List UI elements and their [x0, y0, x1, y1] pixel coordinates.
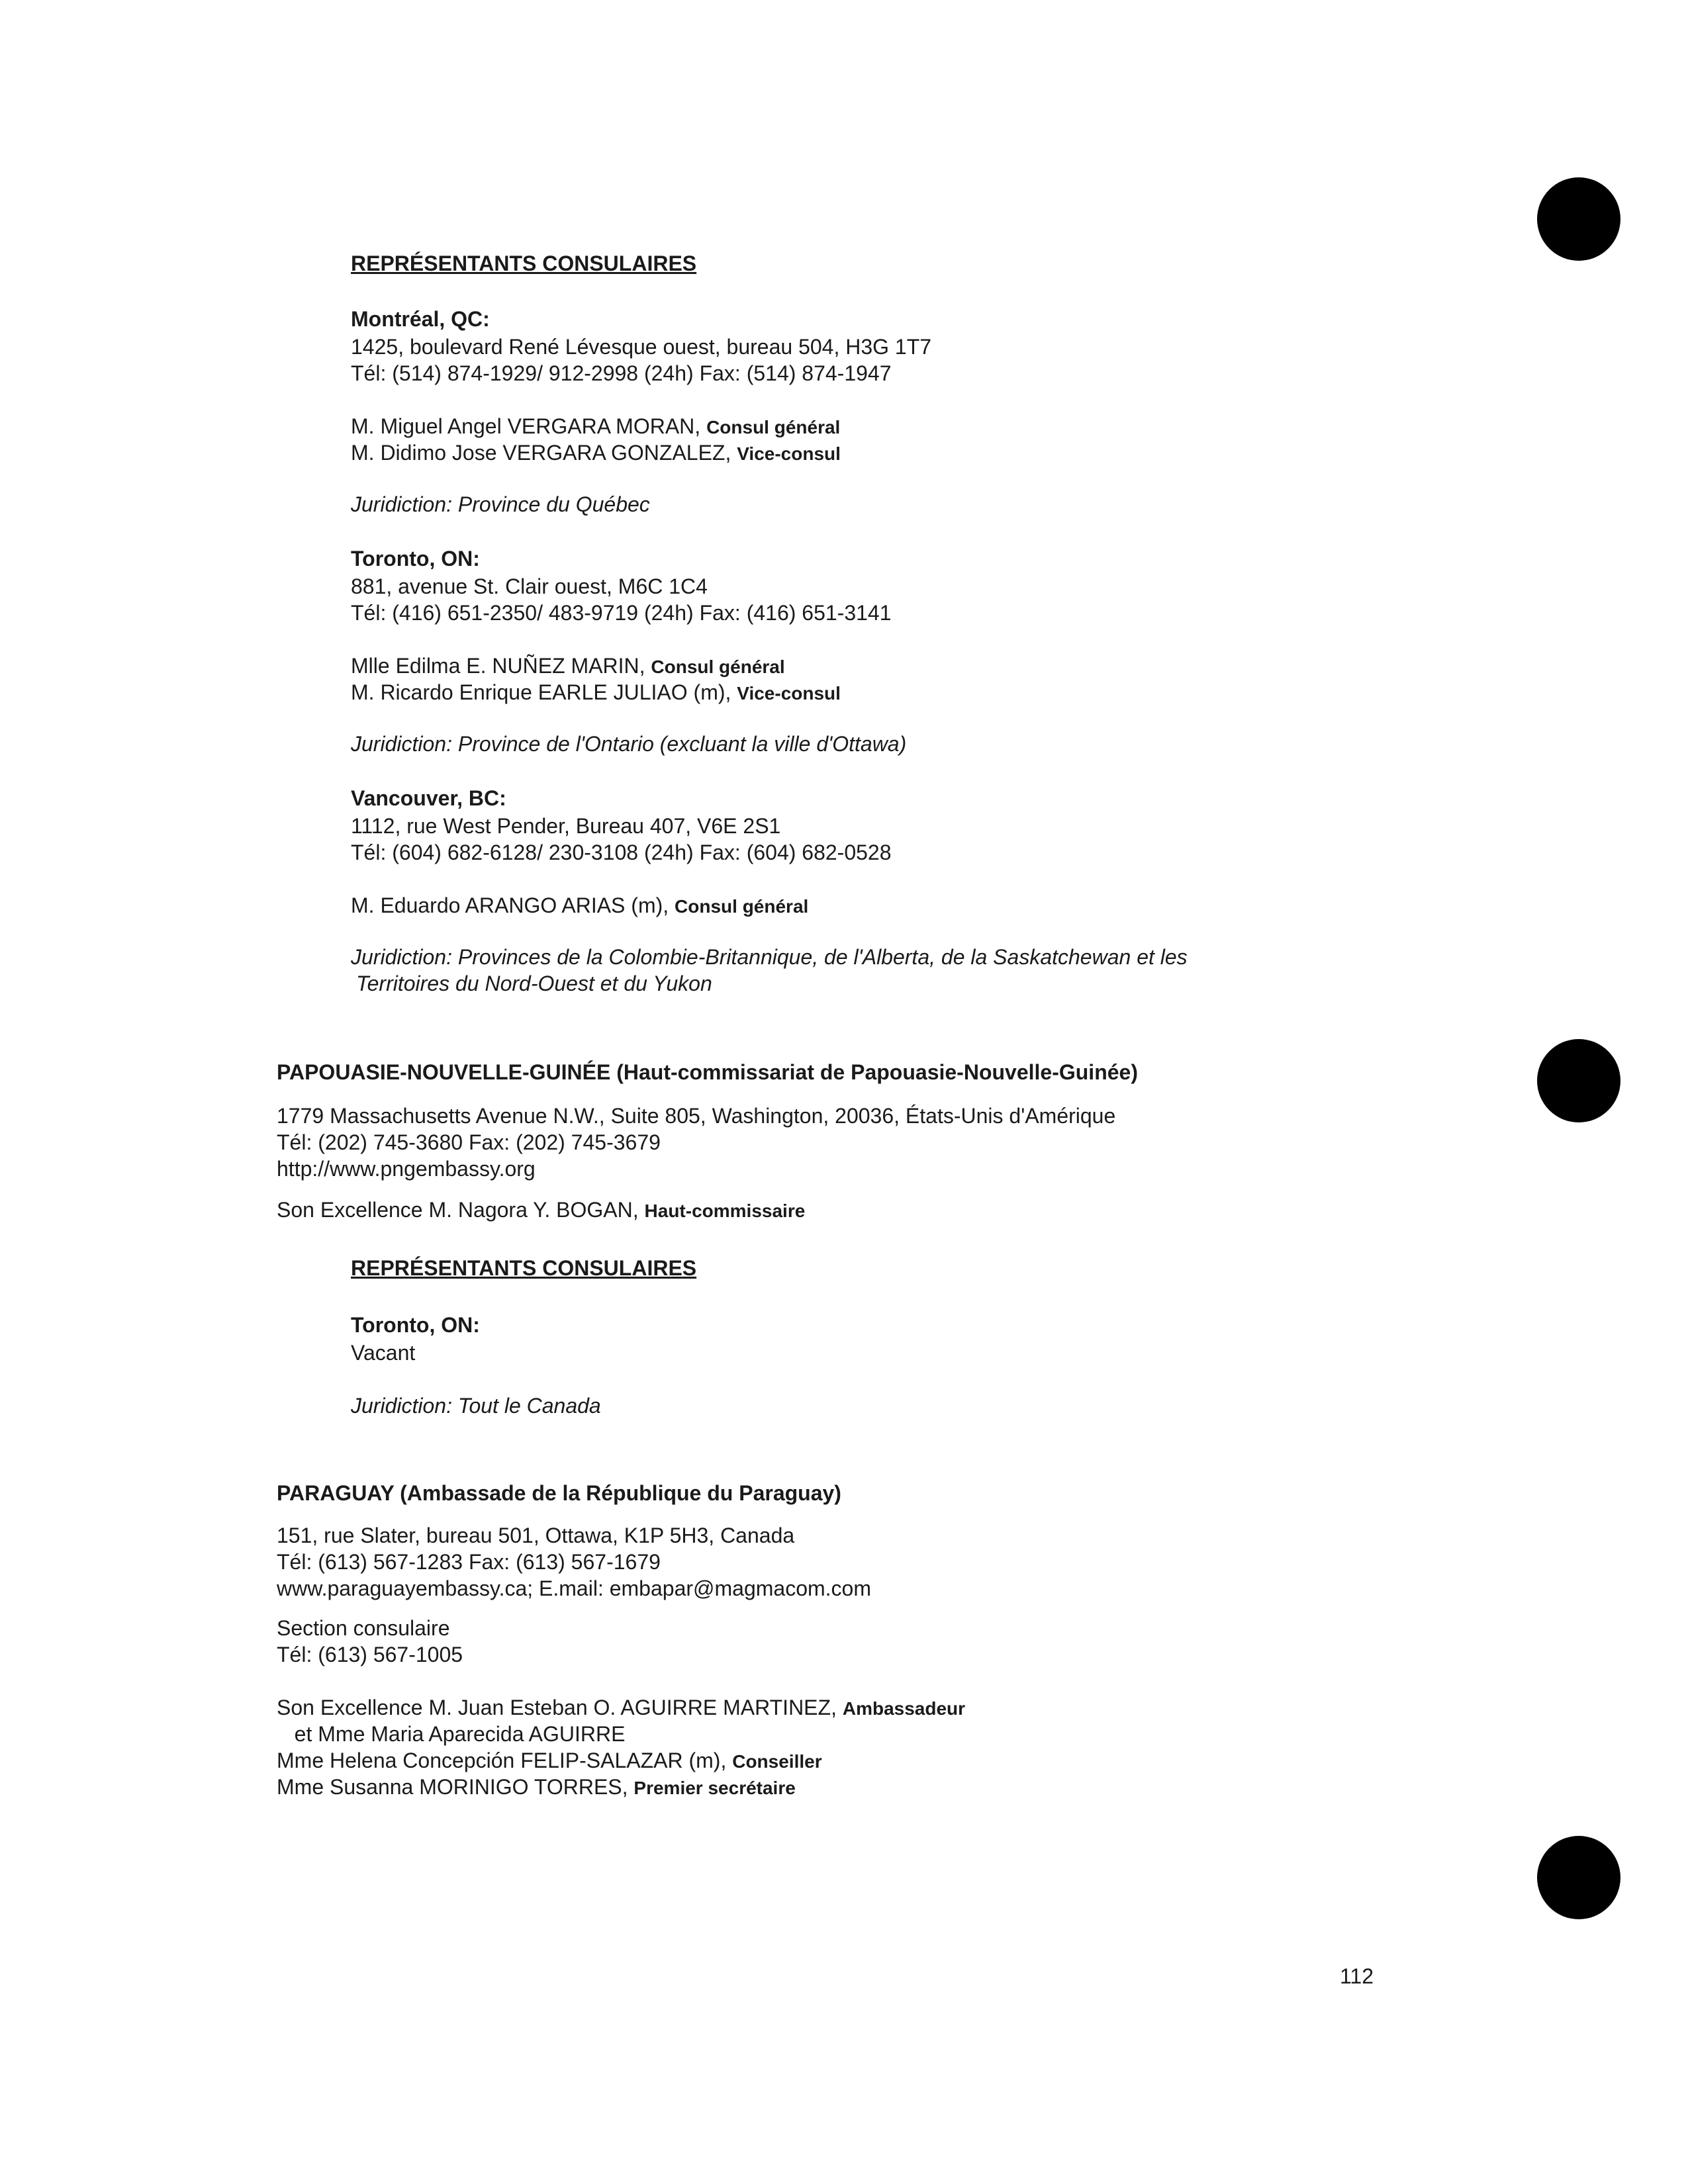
head-of-mission — [277, 1197, 805, 1224]
jurisdiction: Juridiction: Province de l'Ontario (excluant la ville d'Ottawa) — [351, 732, 907, 756]
consulate-status: Vacant — [351, 1341, 416, 1365]
staff-line — [277, 1774, 796, 1801]
country-name: PARAGUAY — [277, 1481, 395, 1505]
country-heading — [277, 1480, 841, 1506]
staff-title: Consul général — [675, 896, 809, 917]
staff-title: Consul général — [706, 417, 841, 437]
staff-title: Consul général — [651, 657, 785, 677]
staff-name: Son Excellence M. Juan Esteban O. AGUIRRE MARTINEZ, — [277, 1696, 843, 1719]
staff-title: Haut-commissaire — [644, 1201, 806, 1221]
address: 1112, rue West Pender, Bureau 407, V6E 2S1 — [351, 814, 781, 838]
staff-title: Conseiller — [732, 1751, 822, 1772]
staff-name: Mlle Edilma E. NUÑEZ MARIN, — [351, 654, 651, 678]
staff-line — [277, 1721, 625, 1747]
staff-line — [277, 1694, 965, 1722]
country-heading — [277, 1059, 1138, 1085]
city-heading: Toronto, ON: — [351, 1313, 480, 1337]
staff-name: et Mme Maria Aparecida AGUIRRE — [277, 1722, 626, 1746]
staff-title: Premier secrétaire — [633, 1778, 796, 1798]
jurisdiction: Juridiction: Tout le Canada — [351, 1394, 601, 1418]
city-heading: Vancouver, BC: — [351, 786, 506, 810]
phone: Tél: (202) 745-3680 Fax: (202) 745-3679 — [277, 1130, 661, 1154]
staff-name: M. Ricardo Enrique EARLE JULIAO (m), — [351, 680, 737, 704]
website: http://www.pngembassy.org — [277, 1157, 536, 1181]
staff-name: Son Excellence M. Nagora Y. BOGAN, — [277, 1198, 645, 1222]
phone: Tél: (514) 874-1929/ 912-2998 (24h) Fax: (514) 874-1947 — [351, 361, 892, 385]
address: 151, rue Slater, bureau 501, Ottawa, K1P 5H3, Canada — [277, 1524, 795, 1547]
jurisdiction: Territoires du Nord-Ouest et du Yukon — [356, 972, 712, 995]
address: 1425, boulevard René Lévesque ouest, bureau 504, H3G 1T7 — [351, 335, 932, 359]
website: www.paraguayembassy.ca; E.mail: embapar@magmacom.com — [277, 1576, 871, 1600]
phone: Tél: (416) 651-2350/ 483-9719 (24h) Fax: (416) 651-3141 — [351, 601, 892, 625]
phone: Tél: (613) 567-1283 Fax: (613) 567-1679 — [277, 1550, 661, 1574]
page-number: 112 — [1340, 1964, 1374, 1988]
staff-name: M. Eduardo ARANGO ARIAS (m), — [351, 893, 675, 917]
punch-hole-bottom — [1537, 1836, 1620, 1919]
city-heading: Montréal, QC: — [351, 307, 490, 331]
mission-name: (Ambassade de la République du Paraguay) — [394, 1481, 841, 1505]
staff-name: Mme Susanna MORINIGO TORRES, — [277, 1775, 634, 1799]
staff-line — [351, 413, 840, 441]
address: 881, avenue St. Clair ouest, M6C 1C4 — [351, 574, 708, 598]
city-heading: Toronto, ON: — [351, 547, 480, 570]
consular-phone: Tél: (613) 567-1005 — [277, 1643, 463, 1666]
punch-hole-middle — [1537, 1039, 1620, 1122]
consular-section: Section consulaire — [277, 1616, 450, 1640]
staff-line — [351, 653, 785, 680]
section-heading: REPRÉSENTANTS CONSULAIRES — [351, 251, 697, 275]
staff-name: M. Didimo Jose VERGARA GONZALEZ, — [351, 441, 737, 465]
staff-name: Mme Helena Concepción FELIP-SALAZAR (m), — [277, 1749, 733, 1772]
staff-line — [351, 439, 841, 467]
section-heading: REPRÉSENTANTS CONSULAIRES — [351, 1256, 697, 1280]
punch-hole-top — [1537, 177, 1620, 261]
jurisdiction: Juridiction: Province du Québec — [351, 492, 650, 516]
staff-line — [351, 892, 808, 920]
staff-title: Ambassadeur — [842, 1698, 966, 1719]
staff-title: Vice-consul — [737, 683, 841, 704]
staff-name: M. Miguel Angel VERGARA MORAN, — [351, 414, 707, 438]
mission-name: (Haut-commissariat de Papouasie-Nouvelle-Guinée) — [610, 1060, 1138, 1084]
address: 1779 Massachusetts Avenue N.W., Suite 805, Washington, 20036, États-Unis d'Amérique — [277, 1104, 1116, 1128]
jurisdiction: Juridiction: Provinces de la Colombie-Britannique, de l'Alberta, de la Saskatchewan et les — [351, 945, 1188, 969]
staff-title: Vice-consul — [737, 443, 841, 464]
staff-line — [277, 1747, 822, 1775]
staff-line — [351, 679, 841, 707]
phone: Tél: (604) 682-6128/ 230-3108 (24h) Fax: (604) 682-0528 — [351, 841, 892, 864]
country-name: PAPOUASIE-NOUVELLE-GUINÉE — [277, 1060, 611, 1084]
